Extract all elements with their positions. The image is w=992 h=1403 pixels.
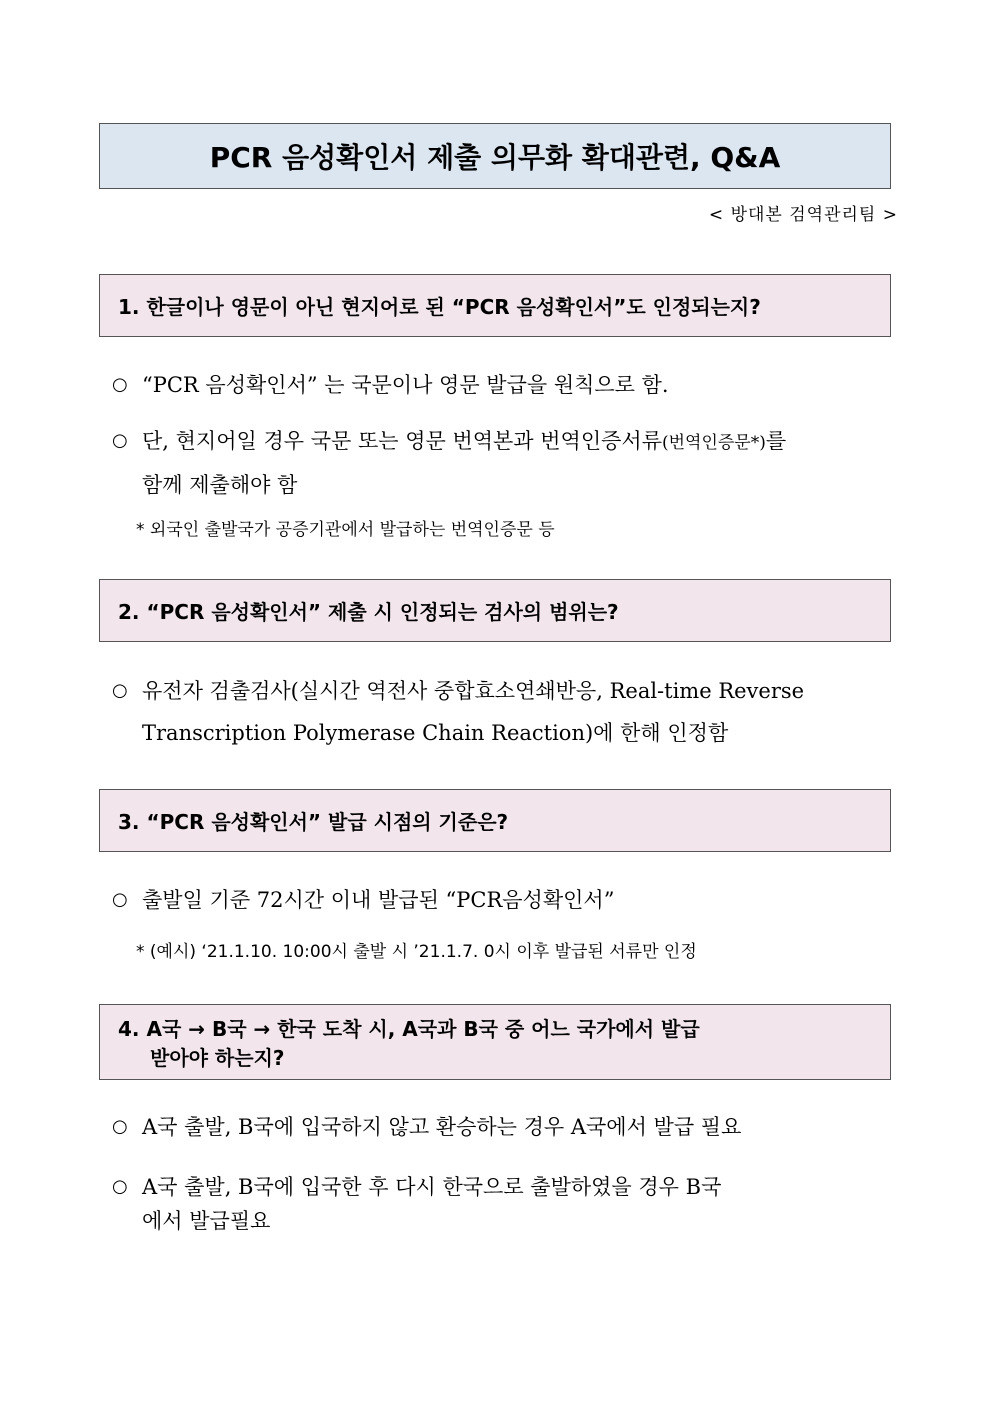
document-title-box — [99, 123, 891, 189]
question-2-box — [99, 579, 891, 642]
footnote-asterisk: * — [136, 942, 145, 962]
bullet-circle-icon: ○ — [112, 1176, 128, 1197]
q2-answer-bullet-1 — [112, 670, 892, 754]
q3-answer-bullet-1 — [112, 879, 892, 921]
question-4-line2: 받아야 하는지? — [150, 1046, 285, 1070]
q1-answer-bullet-1 — [112, 364, 892, 406]
q4-answer-2-line1: A국 출발, B국에 입국한 후 다시 한국으로 출발하였을 경우 B국 — [142, 1175, 722, 1199]
q1-answer-2-line1: 단, 현지어일 경우 국문 또는 영문 번역본과 번역인증서류 — [142, 429, 662, 453]
bullet-circle-icon: ○ — [112, 1116, 128, 1137]
footnote-asterisk: * — [136, 520, 145, 540]
q1-answer-1-text: “PCR 음성확인서” 는 국문이나 영문 발급을 원칙으로 함. — [142, 373, 669, 397]
q1-answer-bullet-2 — [112, 420, 892, 506]
q4-answer-bullet-1 — [112, 1106, 892, 1148]
q1-footnote-text: 외국인 출발국가 공증기관에서 발급하는 번역인증문 등 — [149, 520, 555, 540]
q3-footnote — [136, 937, 697, 962]
q4-answer-2-text — [142, 1170, 892, 1238]
question-4-box — [99, 1004, 891, 1080]
q3-answer-1-text: 출발일 기준 72시간 이내 발급된 “PCR음성확인서” — [142, 888, 615, 912]
q2-answer-1-line1: 유전자 검출검사(실시간 역전사 중합효소연쇄반응, Real-time Reverse — [142, 679, 805, 703]
q1-answer-2-end: 를 — [765, 429, 787, 453]
q2-answer-1-line2: Transcription Polymerase Chain Reaction)에 한해 인정함 — [142, 721, 729, 745]
question-4-line1: 4. A국 → B국 → 한국 도착 시, A국과 B국 중 어느 국가에서 발급 — [118, 1017, 700, 1041]
q4-answer-2-line2: 에서 발급필요 — [142, 1209, 271, 1233]
q1-footnote — [136, 515, 555, 540]
organization-label: < 방대본 검역관리팀 > — [708, 205, 898, 225]
q1-answer-2-text — [142, 420, 892, 506]
question-3-box — [99, 789, 891, 852]
question-3-text: 3. “PCR 음성확인서” 발급 시점의 기준은? — [118, 810, 509, 834]
bullet-circle-icon: ○ — [112, 680, 128, 701]
q1-answer-2-line2: 함께 제출해야 함 — [142, 473, 298, 497]
bullet-circle-icon: ○ — [112, 374, 128, 395]
q2-answer-1-text — [142, 670, 892, 754]
q1-answer-2-paren: (번역인증문*) — [661, 433, 766, 453]
q4-answer-bullet-2 — [112, 1170, 892, 1238]
bullet-circle-icon: ○ — [112, 430, 128, 451]
question-1-box — [99, 274, 891, 337]
q4-answer-1-text: A국 출발, B국에 입국하지 않고 환승하는 경우 A국에서 발급 필요 — [142, 1115, 742, 1139]
bullet-circle-icon: ○ — [112, 889, 128, 910]
question-1-text: 1. 한글이나 영문이 아닌 현지어로 된 “PCR 음성확인서”도 인정되는지? — [118, 295, 761, 319]
q3-footnote-text: (예시) ‘21.1.10. 10:00시 출발 시 ’21.1.7. 0시 이후 발급된 서류만 인정 — [149, 942, 697, 962]
document-title: PCR 음성확인서 제출 의무화 확대관련, Q&A — [209, 141, 781, 174]
question-2-text: 2. “PCR 음성확인서” 제출 시 인정되는 검사의 범위는? — [118, 600, 619, 624]
